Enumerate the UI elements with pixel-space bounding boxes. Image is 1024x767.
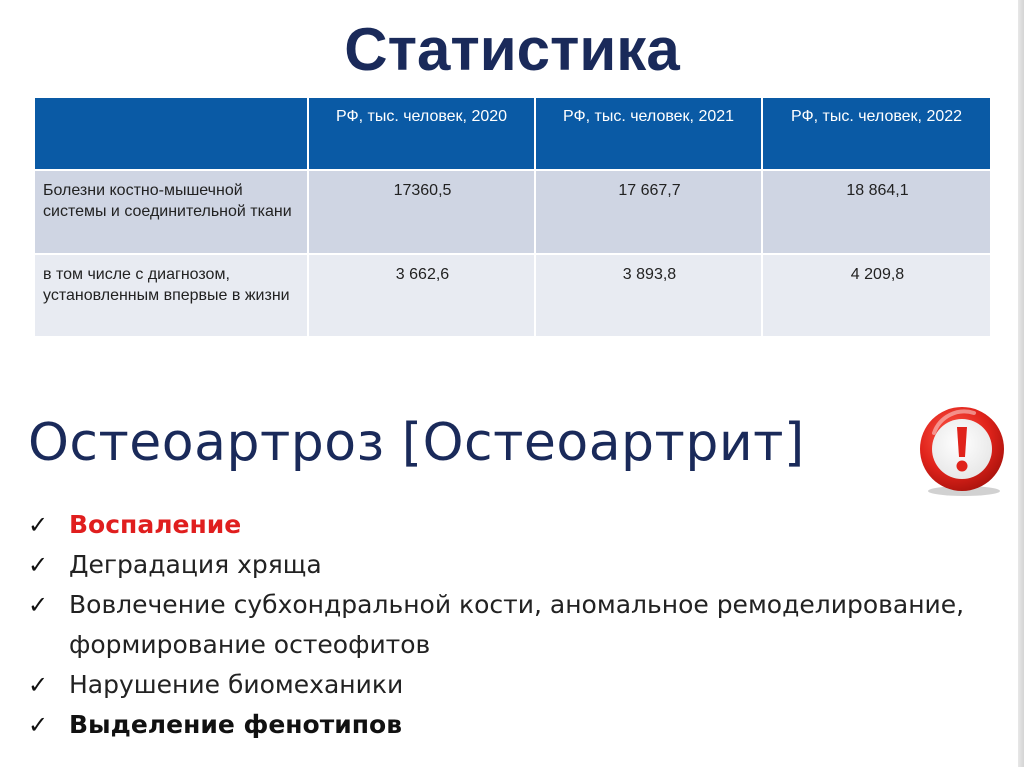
list-item xyxy=(28,585,988,665)
bullet-list xyxy=(28,505,988,745)
table-cell: 4 209,8 xyxy=(762,254,990,336)
checkmark-icon: ✓ xyxy=(28,511,49,539)
bullet-text: Воспаление xyxy=(69,510,242,539)
bullet-text: Нарушение биомеханики xyxy=(69,670,404,699)
checkmark-icon: ✓ xyxy=(28,591,49,619)
table-row xyxy=(35,170,990,254)
table-header-row xyxy=(35,98,990,170)
statistics-table xyxy=(35,98,990,336)
section-heading: Остеоартроз [Остеоартрит] xyxy=(28,413,805,473)
table-cell: 3 893,8 xyxy=(535,254,762,336)
row-label: Болезни костно-мышечной системы и соединительной ткани xyxy=(35,170,308,254)
table-header-cell: РФ, тыс. человек, 2021 xyxy=(535,98,762,170)
bullet-text: Деградация хряща xyxy=(69,550,322,579)
list-item xyxy=(28,505,988,545)
table-cell: 17360,5 xyxy=(308,170,535,254)
bullet-text: Выделение фенотипов xyxy=(69,710,403,739)
checkmark-icon: ✓ xyxy=(28,671,49,699)
checkmark-icon: ✓ xyxy=(28,551,49,579)
table-cell: 3 662,6 xyxy=(308,254,535,336)
bullet-text: Вовлечение субхондральной кости, аномальное ремоделирование, формирование остеофитов xyxy=(69,590,965,659)
list-item xyxy=(28,705,988,745)
slide-title: Статистика xyxy=(344,16,680,83)
list-item xyxy=(28,665,988,705)
table-cell: 17 667,7 xyxy=(535,170,762,254)
exclamation-alert-icon xyxy=(914,403,1010,499)
table-row xyxy=(35,254,990,336)
checkmark-icon: ✓ xyxy=(28,711,49,739)
slide-edge-shadow xyxy=(1018,0,1024,767)
table-header-cell: РФ, тыс. человек, 2022 xyxy=(762,98,990,170)
row-label: в том числе с диагнозом, установленным впервые в жизни xyxy=(35,254,308,336)
table-cell: 18 864,1 xyxy=(762,170,990,254)
table-header-cell: РФ, тыс. человек, 2020 xyxy=(308,98,535,170)
list-item xyxy=(28,545,988,585)
table-header-cell xyxy=(35,98,308,170)
